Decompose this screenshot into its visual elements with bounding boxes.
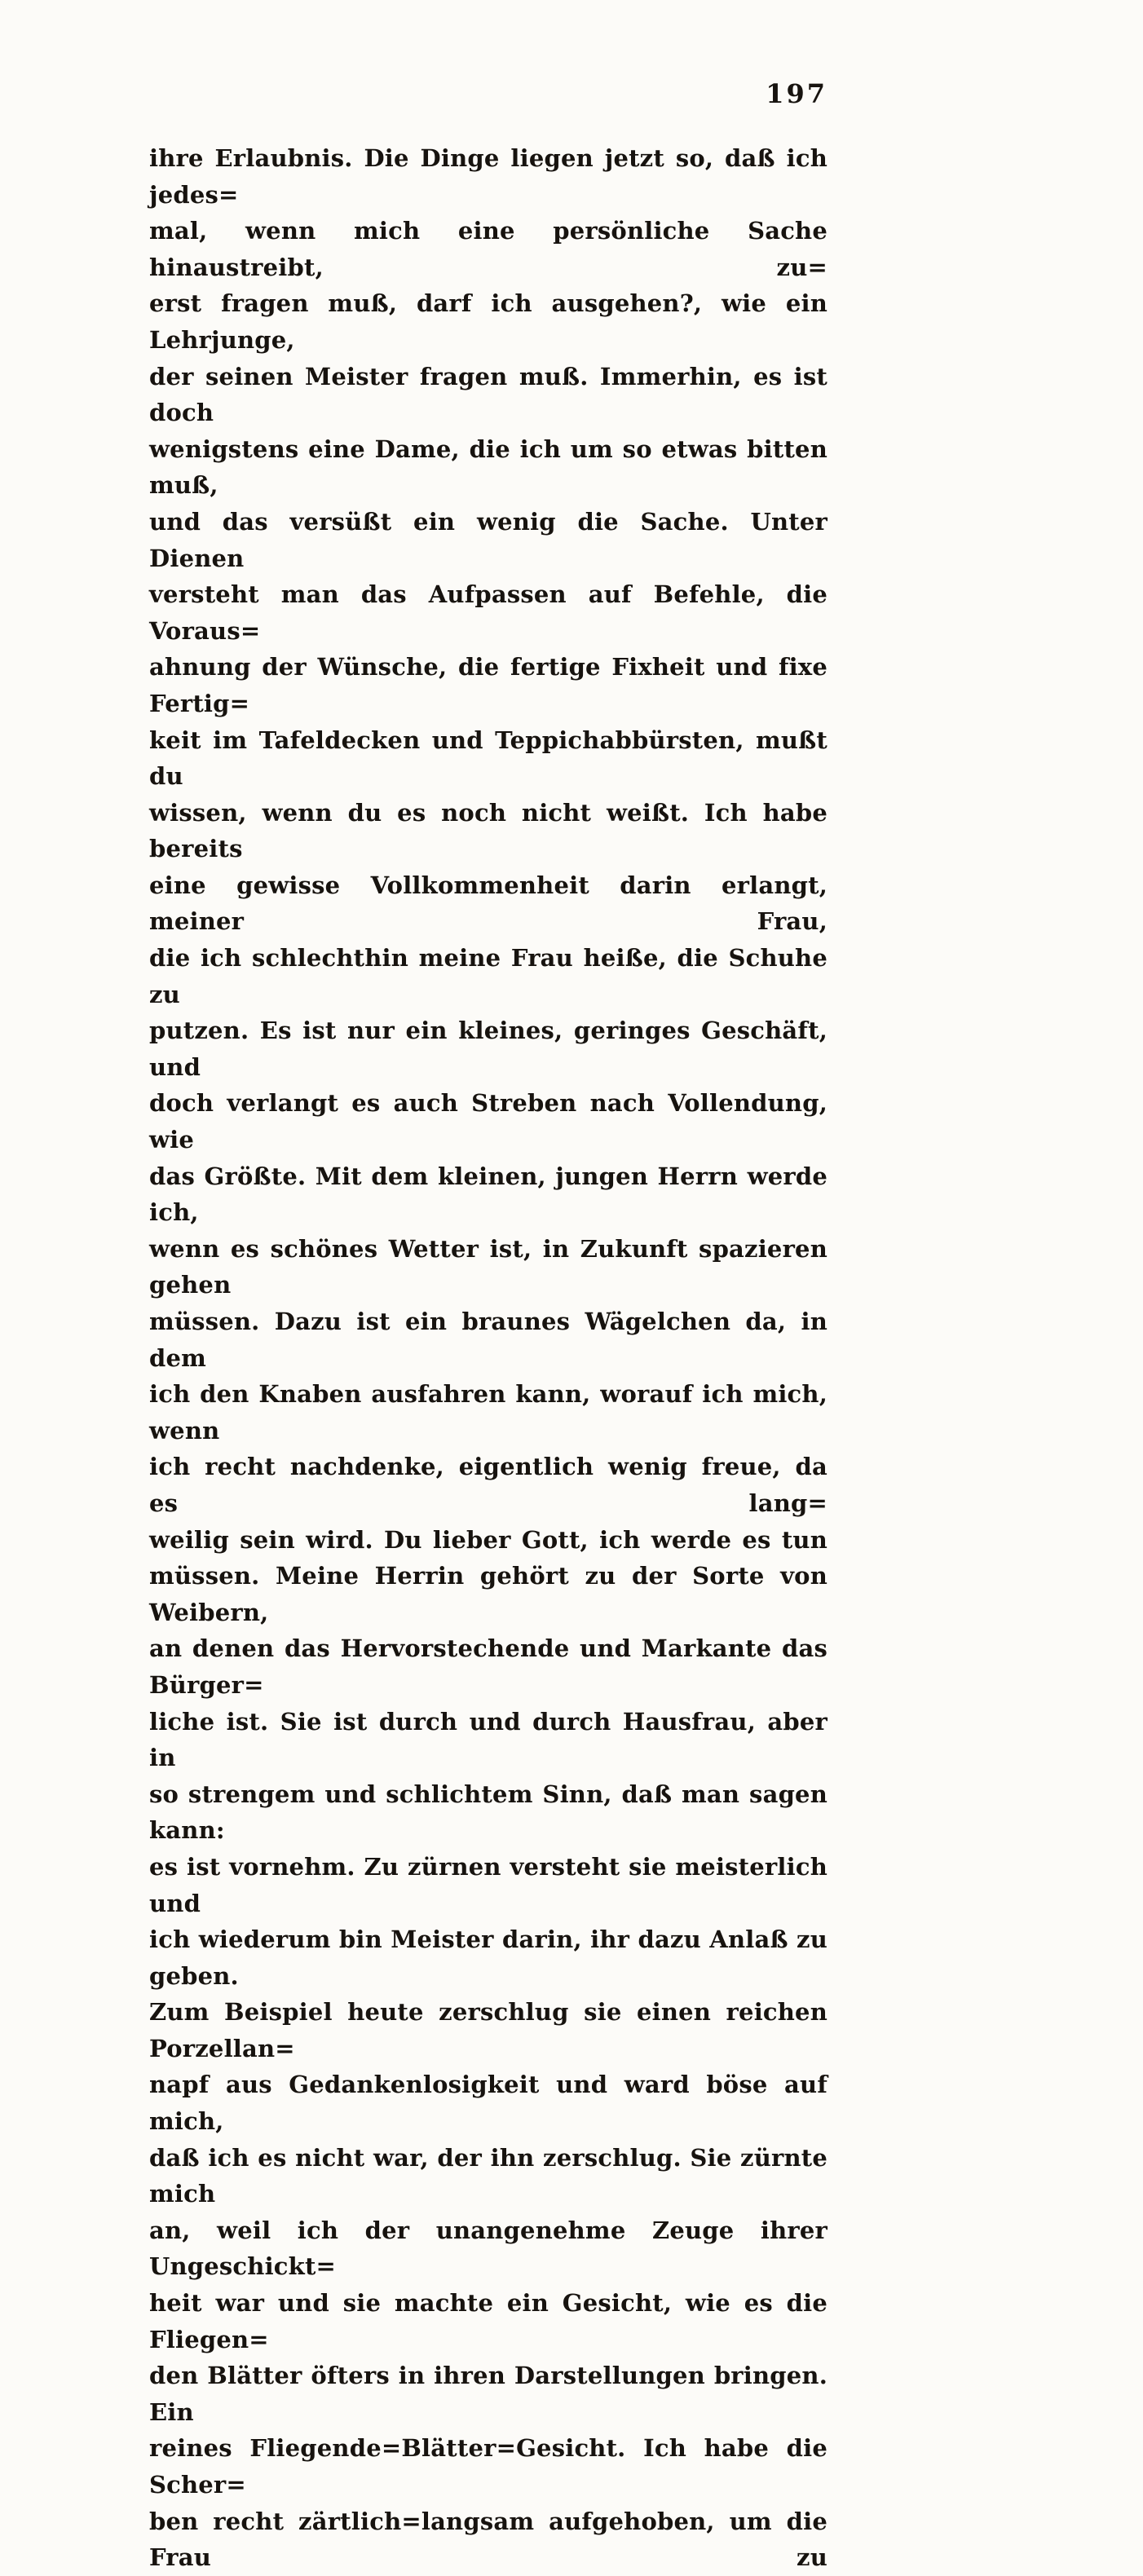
text-line: und das versüßt ein wenig die Sache. Unter Dienen bbox=[149, 507, 827, 572]
text-line: müssen. Dazu ist ein braunes Wägelchen da, in dem bbox=[149, 1308, 827, 1372]
text-line: an denen das Hervorstechende und Markante das Bürger= bbox=[149, 1634, 827, 1699]
text-line: keit im Tafeldecken und Teppichabbürsten, mußt du bbox=[149, 726, 827, 791]
text-line: wenn es schönes Wetter ist, in Zukunft spazieren gehen bbox=[149, 1234, 827, 1299]
text-line: den Blätter öfters in ihren Darstellungen bringen. Ein bbox=[149, 2362, 827, 2426]
text-line: eine gewisse Vollkommenheit darin erlangt, meiner Frau, bbox=[149, 871, 827, 936]
text-line: weilig sein wird. Du lieber Gott, ich werde es tun bbox=[149, 1525, 827, 1554]
text-line: ahnung der Wünsche, die fertige Fixheit und fixe Fertig= bbox=[149, 653, 827, 717]
text-line: die ich schlechthin meine Frau heiße, die Schuhe zu bbox=[149, 944, 827, 1008]
text-line: mal, wenn mich eine persönliche Sache hinaustreibt, zu= bbox=[149, 217, 827, 281]
text-line: ich den Knaben ausfahren kann, worauf ich mich, wenn bbox=[149, 1380, 827, 1445]
text-line: wenigstens eine Dame, die ich um so etwas bitten muß, bbox=[149, 434, 827, 500]
text-line: der seinen Meister fragen muß. Immerhin, es ist doch bbox=[149, 362, 827, 427]
text-line: heit war und sie machte ein Gesicht, wie es die Fliegen= bbox=[149, 2289, 827, 2353]
page-number: 197 bbox=[766, 78, 827, 109]
text-line: ich wiederum bin Meister darin, ihr dazu Anlaß zu geben. bbox=[149, 1925, 827, 1990]
text-line: erst fragen muß, darf ich ausgehen?, wie ein Lehrjunge, bbox=[149, 289, 827, 354]
text-line: napf aus Gedankenlosigkeit und ward böse auf mich, bbox=[149, 2071, 827, 2136]
text-line: Zum Beispiel heute zerschlug sie einen reichen Porzellan= bbox=[149, 1998, 827, 2062]
text-line: es ist vornehm. Zu zürnen versteht sie meisterlich und bbox=[149, 1852, 827, 1917]
text-line: putzen. Es ist nur ein kleines, geringes Geschäft, und bbox=[149, 1017, 827, 1081]
text-line: so strengem und schlichtem Sinn, daß man sagen kann: bbox=[149, 1780, 827, 1845]
text-line: ich recht nachdenke, eigentlich wenig freue, da es lang= bbox=[149, 1453, 827, 1517]
text-line: liche ist. Sie ist durch und durch Hausfrau, aber in bbox=[149, 1707, 827, 1772]
text-line: müssen. Meine Herrin gehört zu der Sorte von Weibern, bbox=[149, 1562, 827, 1626]
text-line: doch verlangt es auch Streben nach Vollendung, wie bbox=[149, 1089, 827, 1154]
text-line: daß ich es nicht war, der ihn zerschlug. Sie zürnte mich bbox=[149, 2143, 827, 2208]
text-line: versteht man das Aufpassen auf Befehle, die Voraus= bbox=[149, 580, 827, 645]
body-text bbox=[149, 140, 827, 2576]
text-line: das Größte. Mit dem kleinen, jungen Herrn werde ich, bbox=[149, 1162, 827, 1227]
text-line: ben recht zärtlich=langsam aufgehoben, um die Frau zu bbox=[149, 2507, 827, 2572]
text-line: reines Fliegende=Blätter=Gesicht. Ich habe die Scher= bbox=[149, 2434, 827, 2499]
text-line: an, weil ich der unangenehme Zeuge ihrer Ungeschickt= bbox=[149, 2216, 827, 2281]
text-line: wissen, wenn du es noch nicht weißt. Ich habe bereits bbox=[149, 798, 827, 863]
text-line: ihre Erlaubnis. Die Dinge liegen jetzt so, daß ich jedes= bbox=[149, 144, 827, 209]
